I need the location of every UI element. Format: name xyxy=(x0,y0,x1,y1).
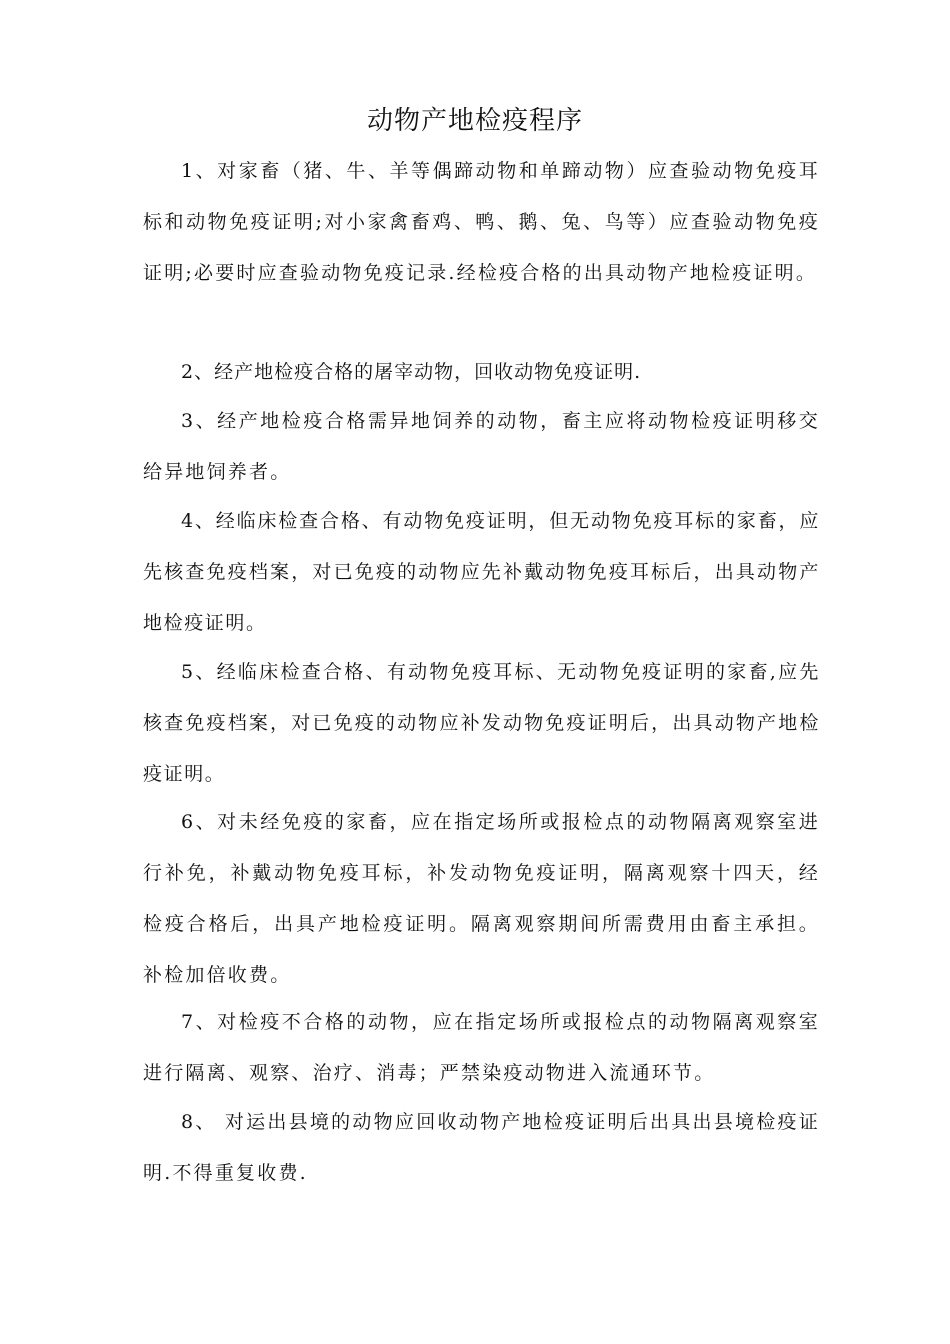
paragraph-2: 2、经产地检疫合格的屠宰动物，回收动物免疫证明. xyxy=(181,361,642,383)
paragraph-7: 7、对检疫不合格的动物，应在指定场所或报检点的动物隔离观察室进行隔离、观察、治疗、消毒；严禁染疫动物进入流通环节。 xyxy=(143,1011,820,1084)
paragraph-6: 6、对未经免疫的家畜，应在指定场所或报检点的动物隔离观察室进行补免，补戴动物免疫耳标，补发动物免疫证明，隔离观察十四天，经检疫合格后，出具产地检疫证明。隔离观察期间所需费用由畜主承担。补检加倍收费。 xyxy=(143,811,820,986)
paragraph-8: 8、 对运出县境的动物应回收动物产地检疫证明后出具出县境检疫证明.不得重复收费. xyxy=(143,1111,820,1184)
paragraph-5: 5、经临床检查合格、有动物免疫耳标、无动物免疫证明的家畜,应先核查免疫档案，对已免疫的动物应补发动物免疫证明后，出具动物产地检疫证明。 xyxy=(143,661,820,785)
paragraph-4: 4、经临床检查合格、有动物免疫证明，但无动物免疫耳标的家畜，应先核查免疫档案，对已免疫的动物应先补戴动物免疫耳标后，出具动物产地检疫证明。 xyxy=(143,510,820,634)
paragraph-1: 1、对家畜（猪、牛、羊等偶蹄动物和单蹄动物）应查验动物免疫耳标和动物免疫证明;对小家禽畜鸡、鸭、鹅、兔、鸟等）应查验动物免疫证明;必要时应查验动物免疫记录.经检疫合格的出具动物产地检疫证明。 xyxy=(143,160,820,284)
paragraph-3: 3、经产地检疫合格需异地饲养的动物，畜主应将动物检疫证明移交给异地饲养者。 xyxy=(143,410,820,483)
document-title: 动物产地检疫程序 xyxy=(366,106,583,136)
